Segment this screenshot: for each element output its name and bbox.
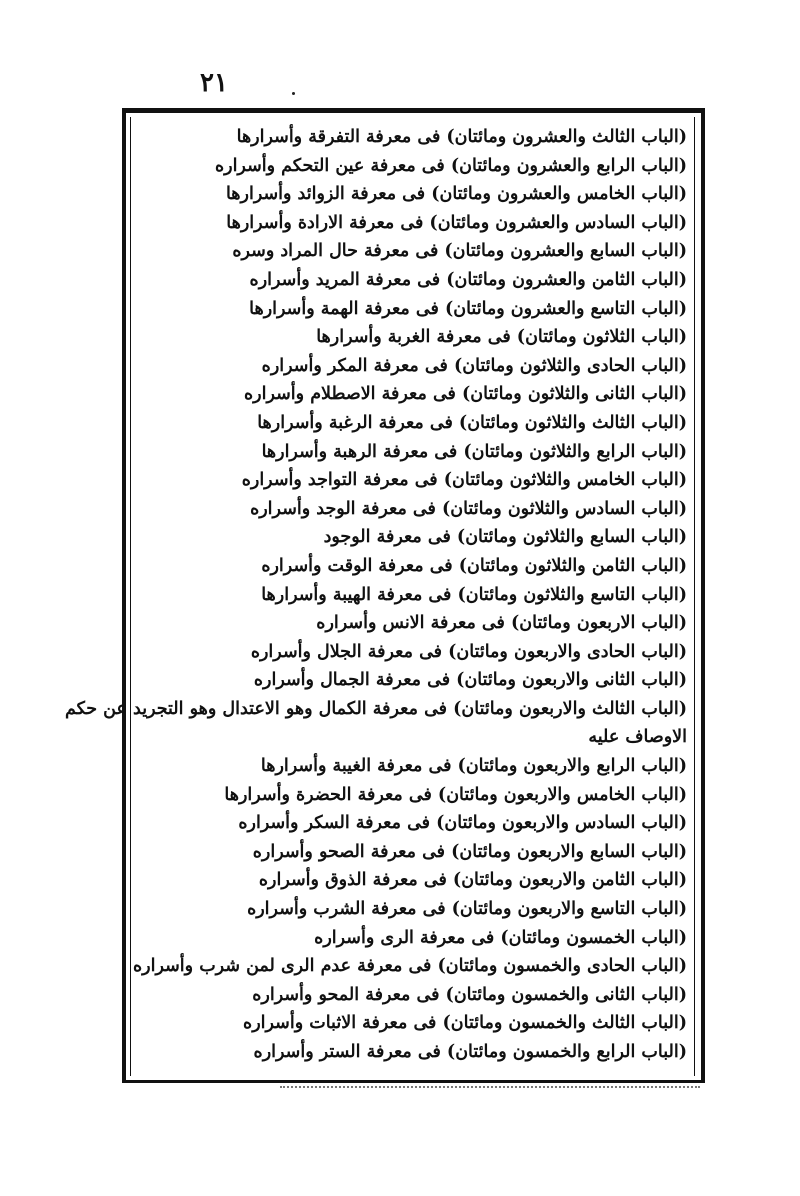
chapter-line: (الباب السادس والاربعون ومائتان) فى معرفة السكر وأسراره bbox=[238, 813, 687, 834]
chapter-line: (الباب الاربعون ومائتان) فى معرفة الانس وأسراره bbox=[316, 613, 687, 634]
chapter-line: (الباب السابع والعشرون ومائتان) فى معرفة حال المراد وسره bbox=[232, 241, 687, 262]
chapter-line: (الباب الثالث والاربعون ومائتان) فى معرفة الكمال وهو الاعتدال وهو التجريد عن حكم bbox=[64, 698, 687, 719]
chapter-line: (الباب التاسع والعشرون ومائتان) فى معرفة الهمة وأسرارها bbox=[249, 298, 687, 319]
chapter-line: (الباب الثامن والثلاثون ومائتان) فى معرفة الوقت وأسراره bbox=[261, 555, 687, 576]
chapter-line: (الباب الخمسون ومائتان) فى معرفة الرى وأسراره bbox=[314, 927, 687, 948]
chapter-line: (الباب الخامس والعشرون ومائتان) فى معرفة الزوائد وأسرارها bbox=[225, 184, 687, 205]
chapter-line: (الباب الثانى والخمسون ومائتان) فى معرفة المحو وأسراره bbox=[252, 984, 687, 1005]
chapter-line: (الباب السادس والثلاثون ومائتان) فى معرفة الوجد وأسراره bbox=[250, 498, 687, 519]
chapter-line: (الباب السادس والعشرون ومائتان) فى معرفة الارادة وأسرارها bbox=[226, 212, 687, 233]
chapter-line: (الباب الرابع والخمسون ومائتان) فى معرفة الستر وأسراره bbox=[253, 1042, 687, 1062]
chapter-line: (الباب الثالث والثلاثون ومائتان) فى معرفة الرغبة وأسرارها bbox=[257, 412, 687, 433]
chapter-line: (الباب الثامن والاربعون ومائتان) فى معرفة الذوق وأسراره bbox=[258, 870, 687, 891]
chapter-line: (الباب الخامس والثلاثون ومائتان) فى معرفة التواجد وأسراره bbox=[241, 470, 687, 491]
chapter-line: (الباب الرابع والاربعون ومائتان) فى معرفة الغيبة وأسرارها bbox=[260, 756, 687, 777]
chapter-line: (الباب الثالث والعشرون ومائتان) فى معرفة التفرقة وأسرارها bbox=[236, 127, 687, 147]
chapter-line: (الباب الحادى والخمسون ومائتان) فى معرفة عدم الرى لمن شرب وأسراره bbox=[133, 956, 687, 977]
chapter-line: (الباب السابع والثلاثون ومائتان) فى معرفة الوجود bbox=[323, 527, 687, 548]
chapter-line: (الباب الخامس والاربعون ومائتان) فى معرفة الحضرة وأسرارها bbox=[224, 784, 687, 805]
chapter-line: (الباب التاسع والثلاثون ومائتان) فى معرفة الهيبة وأسرارها bbox=[261, 584, 687, 605]
chapter-line: (الباب الثالث والخمسون ومائتان) فى معرفة الاثبات وأسراره bbox=[243, 1013, 687, 1034]
chapter-line: (الباب السابع والاربعون ومائتان) فى معرفة الصحو وأسراره bbox=[252, 841, 687, 862]
bottom-rule bbox=[280, 1086, 700, 1088]
chapter-line: (الباب الرابع والثلاثون ومائتان) فى معرفة الرهبة وأسرارها bbox=[261, 441, 687, 462]
chapter-line: (الباب الثلاثون ومائتان) فى معرفة الغربة وأسرارها bbox=[316, 327, 687, 348]
page-frame bbox=[64, 108, 705, 1083]
ink-dot bbox=[292, 92, 295, 95]
chapter-list bbox=[64, 123, 687, 1067]
chapter-line: (الباب الثانى والثلاثون ومائتان) فى معرفة الاصطلام وأسراره bbox=[244, 384, 687, 405]
chapter-line: (الباب الثانى والاربعون ومائتان) فى معرفة الجمال وأسراره bbox=[253, 670, 687, 691]
chapter-line: (الباب التاسع والاربعون ومائتان) فى معرفة الشرب وأسراره bbox=[247, 899, 687, 920]
chapter-line: الاوصاف عليه bbox=[588, 727, 687, 748]
chapter-line: (الباب الثامن والعشرون ومائتان) فى معرفة المريد وأسراره bbox=[249, 269, 687, 290]
chapter-line: (الباب الحادى والثلاثون ومائتان) فى معرفة المكر وأسراره bbox=[261, 355, 687, 376]
chapter-line: (الباب الرابع والعشرون ومائتان) فى معرفة عين التحكم وأسراره bbox=[214, 155, 687, 176]
chapter-line: (الباب الحادى والاربعون ومائتان) فى معرفة الجلال وأسراره bbox=[250, 641, 687, 662]
page-number: ٢١ bbox=[200, 68, 228, 98]
